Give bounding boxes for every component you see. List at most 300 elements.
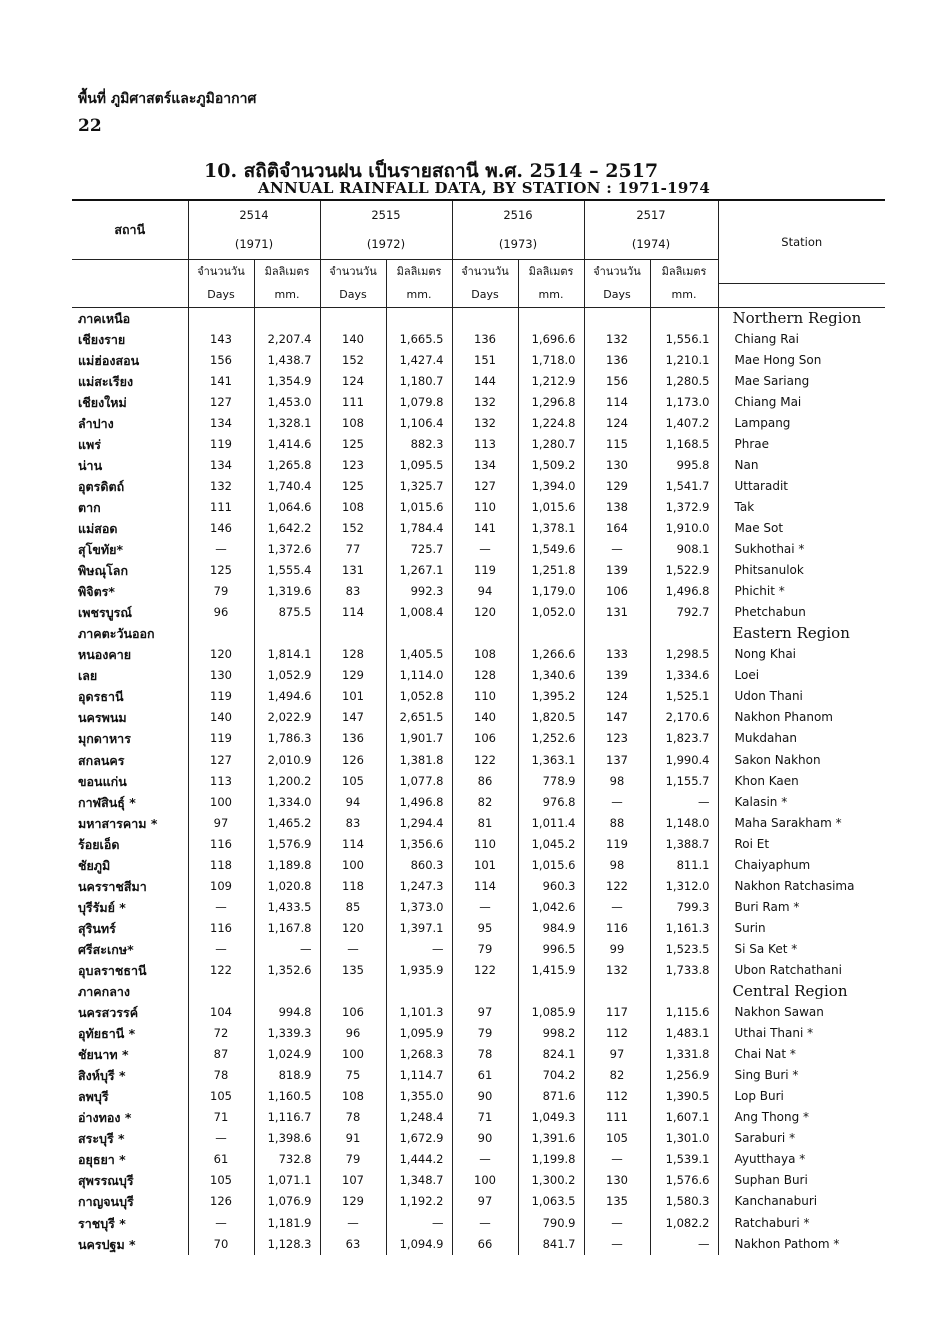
mm-cell: 1,252.6: [518, 728, 584, 749]
empty-cell: [452, 981, 518, 1002]
days-cell: —: [584, 539, 650, 560]
station-name-english: Nakhon Phanom: [734, 710, 833, 725]
days-cell: 97: [452, 1002, 518, 1023]
station-name-thai: แม่สะเรียง: [72, 371, 188, 392]
station-header-spacer: [72, 283, 188, 307]
empty-cell: [518, 981, 584, 1002]
days-cell: 134: [188, 413, 254, 434]
days-cell: 123: [584, 728, 650, 749]
mm-cell: 1,549.6: [518, 539, 584, 560]
days-cell: 87: [188, 1044, 254, 1065]
mm-cell: 1,576.9: [254, 834, 320, 855]
mm-cell: 1,642.2: [254, 518, 320, 539]
empty-cell: [650, 623, 718, 644]
table-row: [72, 834, 885, 855]
mm-cell: 1,325.7: [386, 476, 452, 497]
station-name-thai: สกลนคร: [72, 749, 188, 770]
mm-cell: 1,607.1: [650, 1107, 718, 1128]
mm-cell: 1,256.9: [650, 1065, 718, 1086]
mm-cell: 1,300.2: [518, 1170, 584, 1191]
days-cell: 105: [188, 1170, 254, 1191]
table-row: [72, 1023, 885, 1044]
mm-cell: —: [650, 1234, 718, 1255]
days-cell: 124: [320, 371, 386, 392]
mm-header-thai: มิลลิเมตร: [650, 259, 718, 283]
days-cell: 95: [452, 918, 518, 939]
mm-cell: 1,334.6: [650, 665, 718, 686]
mm-header-thai: มิลลิเมตร: [386, 259, 452, 283]
mm-cell: 1,076.9: [254, 1191, 320, 1212]
table-row: [72, 728, 885, 749]
days-cell: 105: [584, 1128, 650, 1149]
mm-header-thai: มิลลิเมตร: [518, 259, 584, 283]
days-cell: 94: [452, 581, 518, 602]
days-cell: 78: [188, 1065, 254, 1086]
mm-cell: 1,388.7: [650, 834, 718, 855]
days-cell: 119: [584, 834, 650, 855]
table-row: [72, 371, 885, 392]
mm-cell: 1,354.9: [254, 371, 320, 392]
station-name-english: Chiang Mai: [734, 394, 802, 409]
mm-cell: 1,148.0: [650, 813, 718, 834]
station-name-thai: ชัยภูมิ: [72, 855, 188, 876]
days-cell: 72: [188, 1023, 254, 1044]
days-cell: 132: [584, 329, 650, 350]
days-cell: 110: [452, 686, 518, 707]
mm-cell: 882.3: [386, 434, 452, 455]
days-cell: 110: [452, 834, 518, 855]
mm-cell: 1,011.4: [518, 813, 584, 834]
mm-cell: 1,414.6: [254, 434, 320, 455]
days-cell: 141: [452, 518, 518, 539]
mm-cell: 1,095.5: [386, 455, 452, 476]
days-cell: 90: [452, 1086, 518, 1107]
days-cell: 122: [452, 960, 518, 981]
days-cell: 131: [320, 560, 386, 581]
table-row: [72, 581, 885, 602]
days-cell: 152: [320, 350, 386, 371]
days-cell: 79: [188, 581, 254, 602]
mm-cell: 1,192.2: [386, 1191, 452, 1212]
mm-cell: 1,394.0: [518, 476, 584, 497]
days-cell: 79: [320, 1149, 386, 1170]
table-row: [72, 1107, 885, 1128]
station-name-english: Uttaradit: [734, 478, 788, 493]
mm-cell: 1,082.2: [650, 1213, 718, 1234]
station-name-thai: น่าน: [72, 455, 188, 476]
station-name-thai: อุดรธานี: [72, 686, 188, 707]
mm-cell: 1,020.8: [254, 876, 320, 897]
mm-cell: 1,008.4: [386, 602, 452, 623]
station-name-thai: กาญจนบุรี: [72, 1191, 188, 1212]
days-cell: 129: [584, 476, 650, 497]
mm-cell: 1,483.1: [650, 1023, 718, 1044]
days-cell: 116: [188, 834, 254, 855]
station-header-english: Station: [718, 201, 885, 283]
mm-cell: 799.3: [650, 897, 718, 918]
days-cell: 124: [584, 413, 650, 434]
station-name-english: Chai Nat *: [734, 1047, 796, 1062]
station-name-thai: ลำปาง: [72, 413, 188, 434]
station-name-english: Si Sa Ket *: [734, 941, 798, 956]
station-name-english: Phrae: [734, 436, 770, 451]
days-cell: 109: [188, 876, 254, 897]
days-cell: 134: [452, 455, 518, 476]
station-name-thai: เชียงราย: [72, 329, 188, 350]
table-row: [72, 1234, 885, 1255]
empty-cell: [452, 623, 518, 644]
mm-cell: 1,509.2: [518, 455, 584, 476]
days-cell: 100: [188, 792, 254, 813]
mm-cell: 1,024.9: [254, 1044, 320, 1065]
mm-cell: 860.3: [386, 855, 452, 876]
region-name-english: Northern Region: [732, 308, 862, 327]
station-name-thai: สุพรรณบุรี: [72, 1170, 188, 1191]
station-name-english: Udon Thani: [734, 689, 803, 704]
station-name-thai: นครปฐม *: [72, 1234, 188, 1255]
days-cell: 70: [188, 1234, 254, 1255]
days-cell: 120: [188, 644, 254, 665]
days-cell: 144: [452, 371, 518, 392]
days-cell: 110: [452, 497, 518, 518]
station-name-thai: นครราชสีมา: [72, 876, 188, 897]
days-cell: 128: [452, 665, 518, 686]
station-name-english: Ayutthaya *: [734, 1152, 806, 1167]
mm-cell: —: [650, 792, 718, 813]
empty-cell: [188, 981, 254, 1002]
days-cell: —: [584, 897, 650, 918]
station-header-thai: สถานี: [72, 201, 188, 259]
days-cell: —: [584, 1234, 650, 1255]
station-name-english: Ubon Ratchathani: [734, 962, 842, 977]
mm-cell: 1,814.1: [254, 644, 320, 665]
station-name-thai: เชียงใหม่: [72, 392, 188, 413]
station-name-english: Khon Kaen: [734, 773, 799, 788]
rainfall-table: [72, 201, 885, 1255]
mm-cell: 1,179.0: [518, 581, 584, 602]
days-cell: 119: [188, 728, 254, 749]
mm-cell: 1,525.1: [650, 686, 718, 707]
days-cell: 114: [320, 602, 386, 623]
station-name-thai: ชัยนาท *: [72, 1044, 188, 1065]
mm-cell: 1,539.1: [650, 1149, 718, 1170]
station-name-english: Surin: [734, 920, 766, 935]
station-name-english: Chiang Rai: [734, 331, 799, 346]
days-header-thai: จำนวนวัน: [320, 259, 386, 283]
station-name-thai: สิงห์บุรี *: [72, 1065, 188, 1086]
days-cell: —: [584, 792, 650, 813]
days-cell: 82: [452, 792, 518, 813]
station-name-english: Sing Buri *: [734, 1068, 799, 1083]
table-row: [72, 392, 885, 413]
station-name-english: Buri Ram *: [734, 899, 800, 914]
days-cell: —: [452, 1149, 518, 1170]
year-header-1974: (1974): [584, 229, 718, 259]
days-cell: 63: [320, 1234, 386, 1255]
days-cell: 143: [188, 329, 254, 350]
empty-cell: [320, 981, 386, 1002]
days-cell: 124: [584, 686, 650, 707]
mm-cell: 1,334.0: [254, 792, 320, 813]
mm-cell: 1,049.3: [518, 1107, 584, 1128]
days-cell: 71: [188, 1107, 254, 1128]
station-name-english: Roi Et: [734, 836, 770, 851]
days-cell: 100: [320, 1044, 386, 1065]
table-row: [72, 1170, 885, 1191]
days-cell: 108: [320, 1086, 386, 1107]
days-cell: 120: [320, 918, 386, 939]
mm-cell: 1,784.4: [386, 518, 452, 539]
mm-cell: 1,114.0: [386, 665, 452, 686]
station-name-english: Maha Sarakham *: [734, 815, 842, 830]
table-row: [72, 560, 885, 581]
days-cell: 111: [320, 392, 386, 413]
days-cell: —: [188, 1128, 254, 1149]
station-name-thai: สุรินทร์: [72, 918, 188, 939]
station-name-thai: ขอนแก่น: [72, 771, 188, 792]
mm-cell: 1,212.9: [518, 371, 584, 392]
mm-cell: 1,180.7: [386, 371, 452, 392]
mm-cell: 1,114.7: [386, 1065, 452, 1086]
days-cell: 100: [320, 855, 386, 876]
days-header-english: Days: [320, 283, 386, 307]
mm-cell: 1,407.2: [650, 413, 718, 434]
mm-cell: 998.2: [518, 1023, 584, 1044]
mm-cell: 1,901.7: [386, 728, 452, 749]
mm-cell: 841.7: [518, 1234, 584, 1255]
year-header-1972: (1972): [320, 229, 452, 259]
days-cell: 147: [584, 707, 650, 728]
mm-cell: 1,266.6: [518, 644, 584, 665]
days-cell: 113: [452, 434, 518, 455]
days-cell: 119: [188, 686, 254, 707]
mm-cell: 1,312.0: [650, 876, 718, 897]
days-cell: 127: [188, 749, 254, 770]
days-header-thai: จำนวนวัน: [452, 259, 518, 283]
mm-cell: 995.8: [650, 455, 718, 476]
days-cell: 97: [452, 1191, 518, 1212]
days-cell: 61: [188, 1149, 254, 1170]
days-cell: 136: [452, 329, 518, 350]
mm-cell: 811.1: [650, 855, 718, 876]
mm-cell: 1,161.3: [650, 918, 718, 939]
days-cell: 127: [452, 476, 518, 497]
mm-cell: —: [254, 939, 320, 960]
station-name-thai: อุตรดิตถ์: [72, 476, 188, 497]
station-name-thai: เพชรบูรณ์: [72, 602, 188, 623]
days-cell: 134: [188, 455, 254, 476]
mm-cell: 984.9: [518, 918, 584, 939]
station-name-english: Nakhon Ratchasima: [734, 878, 855, 893]
empty-cell: [254, 307, 320, 329]
mm-cell: 1,267.1: [386, 560, 452, 581]
days-cell: 79: [452, 939, 518, 960]
days-cell: 129: [320, 665, 386, 686]
table-row: [72, 1002, 885, 1023]
empty-cell: [254, 623, 320, 644]
mm-cell: 1,555.4: [254, 560, 320, 581]
mm-cell: 1,224.8: [518, 413, 584, 434]
table-row: [72, 876, 885, 897]
table-row: [72, 1044, 885, 1065]
empty-cell: [320, 307, 386, 329]
table-row: [72, 644, 885, 665]
days-cell: 118: [188, 855, 254, 876]
station-name-english: Nakhon Sawan: [734, 1005, 824, 1020]
days-cell: 136: [584, 350, 650, 371]
days-cell: —: [584, 1213, 650, 1234]
mm-cell: 1,189.8: [254, 855, 320, 876]
mm-cell: 1,071.1: [254, 1170, 320, 1191]
days-cell: 88: [584, 813, 650, 834]
mm-cell: 1,167.8: [254, 918, 320, 939]
days-cell: —: [188, 1213, 254, 1234]
mm-cell: 1,373.0: [386, 897, 452, 918]
mm-cell: 1,268.3: [386, 1044, 452, 1065]
days-cell: 119: [188, 434, 254, 455]
station-name-english: Tak: [734, 499, 755, 514]
mm-cell: 2,170.6: [650, 707, 718, 728]
mm-cell: 1,160.5: [254, 1086, 320, 1107]
mm-cell: 1,465.2: [254, 813, 320, 834]
mm-cell: 1,015.6: [518, 497, 584, 518]
table-row: [72, 707, 885, 728]
region-row: [72, 981, 885, 1002]
station-name-english: Ang Thong *: [734, 1110, 810, 1125]
days-cell: 99: [584, 939, 650, 960]
year-header-1973: (1973): [452, 229, 584, 259]
station-name-english: Ratchaburi *: [734, 1215, 810, 1230]
station-name-english: Nong Khai: [734, 647, 797, 662]
days-cell: 135: [320, 960, 386, 981]
mm-cell: 1,352.6: [254, 960, 320, 981]
mm-cell: 1,094.9: [386, 1234, 452, 1255]
days-cell: 108: [320, 413, 386, 434]
table-row: [72, 539, 885, 560]
mm-cell: 1,390.5: [650, 1086, 718, 1107]
days-header-english: Days: [188, 283, 254, 307]
empty-cell: [518, 307, 584, 329]
days-cell: 113: [188, 771, 254, 792]
table-row: [72, 1191, 885, 1212]
days-cell: 136: [320, 728, 386, 749]
station-name-thai: กาฬสินธุ์ *: [72, 792, 188, 813]
days-cell: 140: [188, 707, 254, 728]
mm-cell: 1,331.8: [650, 1044, 718, 1065]
days-header-english: Days: [584, 283, 650, 307]
days-cell: 125: [320, 476, 386, 497]
mm-cell: 1,696.6: [518, 329, 584, 350]
empty-cell: [518, 623, 584, 644]
mm-cell: 992.3: [386, 581, 452, 602]
station-name-thai: พิษณุโลก: [72, 560, 188, 581]
region-name-thai: ภาคกลาง: [72, 981, 188, 1002]
table-row: [72, 749, 885, 770]
mm-cell: 1,433.5: [254, 897, 320, 918]
empty-cell: [584, 307, 650, 329]
days-cell: 78: [320, 1107, 386, 1128]
days-cell: 114: [320, 834, 386, 855]
days-cell: 156: [188, 350, 254, 371]
mm-cell: 1,356.6: [386, 834, 452, 855]
days-cell: 85: [320, 897, 386, 918]
mm-cell: 1,294.4: [386, 813, 452, 834]
days-cell: —: [452, 1213, 518, 1234]
mm-cell: 1,494.6: [254, 686, 320, 707]
station-header-spacer: [718, 283, 885, 307]
station-name-english: Phitsanulok: [734, 563, 804, 578]
mm-cell: 1,453.0: [254, 392, 320, 413]
station-name-thai: เลย: [72, 665, 188, 686]
mm-cell: 1,115.6: [650, 1002, 718, 1023]
days-cell: 151: [452, 350, 518, 371]
mm-cell: 1,541.7: [650, 476, 718, 497]
table-row: [72, 350, 885, 371]
mm-header-english: mm.: [518, 283, 584, 307]
days-cell: 122: [452, 749, 518, 770]
days-cell: 132: [452, 392, 518, 413]
days-cell: 78: [452, 1044, 518, 1065]
station-name-english: Nakhon Pathom *: [734, 1236, 840, 1251]
mm-cell: 1,522.9: [650, 560, 718, 581]
mm-cell: 1,355.0: [386, 1086, 452, 1107]
page-header: พื้นที่ ภูมิศาสตร์และภูมิอากาศ: [78, 91, 257, 107]
days-cell: 140: [452, 707, 518, 728]
days-cell: 147: [320, 707, 386, 728]
mm-cell: 1,910.0: [650, 518, 718, 539]
table-row: [72, 771, 885, 792]
station-name-english: Lampang: [734, 415, 791, 430]
days-cell: —: [320, 1213, 386, 1234]
mm-cell: 1,990.4: [650, 749, 718, 770]
days-cell: 125: [188, 560, 254, 581]
days-cell: 114: [584, 392, 650, 413]
station-name-thai: ราชบุรี *: [72, 1213, 188, 1234]
table-row: [72, 1128, 885, 1149]
station-name-english: Sukhothai *: [734, 542, 805, 557]
days-cell: 130: [188, 665, 254, 686]
days-cell: 128: [320, 644, 386, 665]
days-cell: 96: [320, 1023, 386, 1044]
mm-cell: 2,207.4: [254, 329, 320, 350]
mm-header-english: mm.: [386, 283, 452, 307]
days-cell: 141: [188, 371, 254, 392]
empty-cell: [650, 307, 718, 329]
days-cell: 106: [452, 728, 518, 749]
station-name-thai: สระบุรี *: [72, 1128, 188, 1149]
days-cell: 137: [584, 749, 650, 770]
days-cell: 86: [452, 771, 518, 792]
days-cell: 82: [584, 1065, 650, 1086]
empty-cell: [650, 981, 718, 1002]
days-cell: 127: [188, 392, 254, 413]
table-row: [72, 455, 885, 476]
days-cell: 96: [188, 602, 254, 623]
mm-cell: 1,045.2: [518, 834, 584, 855]
table-row: [72, 897, 885, 918]
year-header-1971: (1971): [188, 229, 320, 259]
days-cell: 61: [452, 1065, 518, 1086]
station-name-english: Loei: [734, 668, 760, 683]
mm-cell: 1,052.9: [254, 665, 320, 686]
mm-cell: 1,363.1: [518, 749, 584, 770]
station-name-thai: แม่ฮ่องสอน: [72, 350, 188, 371]
mm-cell: 1,398.6: [254, 1128, 320, 1149]
empty-cell: [386, 623, 452, 644]
days-cell: 98: [584, 855, 650, 876]
table-row: [72, 518, 885, 539]
mm-cell: 2,022.9: [254, 707, 320, 728]
